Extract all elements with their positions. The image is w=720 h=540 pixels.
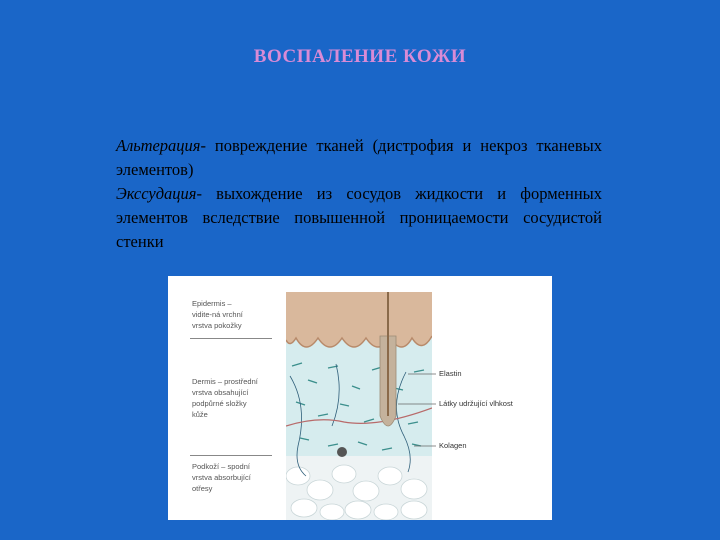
epidermis-layer	[286, 292, 432, 347]
label-collagen: Kolagen	[439, 441, 467, 450]
gland	[337, 447, 347, 457]
definition-alteration	[116, 134, 602, 182]
label-dermis-line-3: podpůrné složky	[192, 399, 247, 408]
label-elastin: Elastin	[439, 369, 462, 378]
label-epidermis-line-2: vidite-ná vrchní	[192, 310, 243, 319]
text-block	[116, 134, 602, 254]
slide-title: ВОСПАЛЕНИЕ КОЖИ	[253, 46, 467, 67]
label-subcutis-line-3: otřesy	[192, 484, 213, 493]
term-exudation: Экссудация	[116, 184, 197, 203]
label-subcutis-line-2: vrstva absorbující	[192, 473, 251, 482]
definition-text-exudation: - выхождение из сосудов жидкости и форменных элементов вследствие повышенной проницаемости сосудистой стенки	[116, 184, 602, 251]
definition-exudation	[116, 182, 602, 254]
label-dermis-line-2: vrstva obsahující	[192, 388, 249, 397]
label-subcutis-line-1: Podkoží – spodní	[192, 462, 250, 471]
label-moisture-agents: Látky udržující vlhkost	[439, 399, 513, 408]
definition-text-alteration: - повреждение тканей (дистрофия и некроз тканевых элементов)	[116, 136, 602, 179]
label-epidermis-line-3: vrstva pokožky	[192, 321, 242, 330]
skin-diagram	[168, 276, 552, 520]
label-dermis-line-4: kůže	[192, 410, 208, 419]
skin-cross-section	[168, 276, 552, 520]
term-alteration: Альтерация	[116, 136, 201, 155]
label-dermis-line-1: Dermis – prostřední	[192, 377, 258, 386]
label-epidermis-line-1: Epidermis –	[192, 299, 232, 308]
